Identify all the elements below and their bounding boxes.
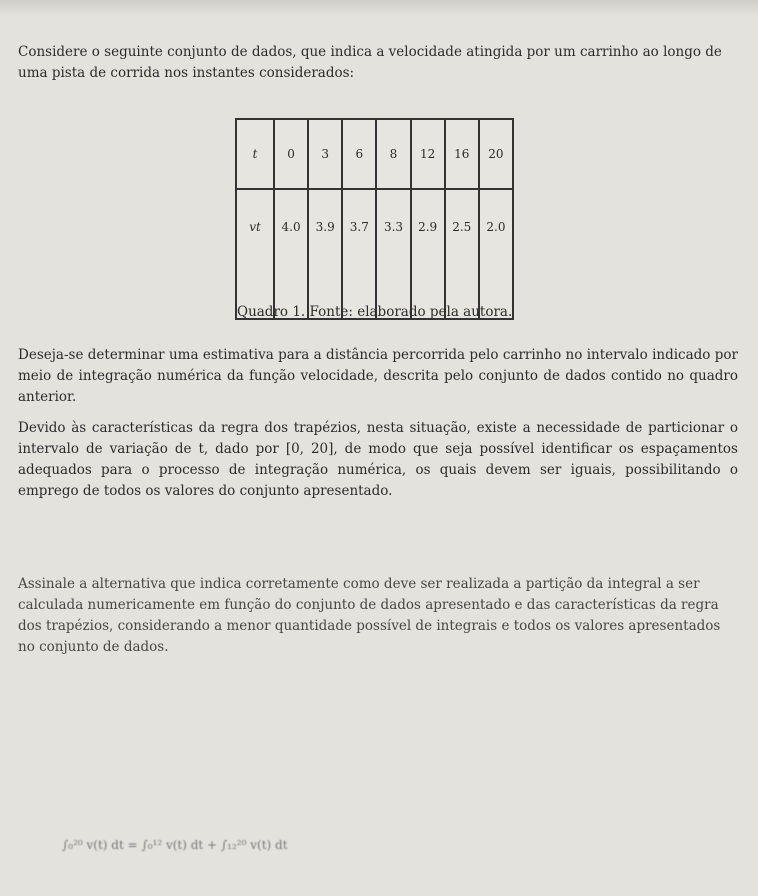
v-cell: 3.9	[308, 189, 342, 319]
trapezoid-paragraph: Devido às características da regra dos trapézios, nesta situação, existe a necessidade de particionar o intervalo de variação de t, dado por [0, 20], de modo que seja possível identificar os espaçamentos adequados para o processo de integração numérica, os quais devem ser iguais, possibilitando o emprego de todos os valores do conjunto apresentado.	[18, 420, 738, 499]
t-cell: 20	[479, 119, 513, 189]
v-cell: 2.9	[411, 189, 445, 319]
problem-paragraph: Deseja-se determinar uma estimativa para a distância percorrida pelo carrinho no intervalo indicado por meio de integração numérica da função velocidade, descrita pelo conjunto de dados contido no quadro anterior.	[18, 347, 738, 405]
row-label-vt: vt	[236, 189, 274, 319]
v-cell: 2.5	[445, 189, 479, 319]
row-label-t: t	[236, 119, 274, 189]
t-cell: 3	[308, 119, 342, 189]
table-row-velocity	[236, 189, 513, 319]
t-cell: 0	[274, 119, 308, 189]
question-paragraph: Assinale a alternativa que indica corretamente como deve ser realizada a partição da integral a ser calculada numericamente em função do conjunto de dados apresentado e das características da regra dos trapézios, considerando a menor quantidade possível de integrais e todos os valores apresentados no conjunto de dados.	[18, 576, 721, 655]
table-caption: Quadro 1. Fonte: elaborado pela autora.	[237, 304, 513, 320]
top-edge-band	[0, 0, 758, 16]
v-cell: 3.3	[376, 189, 410, 319]
intro-paragraph: Considere o seguinte conjunto de dados, que indica a velocidade atingida por um carrinho ao longo de uma pista de corrida nos instantes considerados:	[18, 44, 722, 81]
t-cell: 12	[411, 119, 445, 189]
data-table	[235, 118, 514, 320]
v-cell: 2.0	[479, 189, 513, 319]
table-row-time	[236, 119, 513, 189]
integral-formula: ∫₀²⁰ v(t) dt = ∫₀¹² v(t) dt + ∫₁₂²⁰ v(t) dt	[62, 838, 288, 852]
v-cell: 4.0	[274, 189, 308, 319]
t-cell: 8	[376, 119, 410, 189]
t-cell: 16	[445, 119, 479, 189]
t-cell: 6	[342, 119, 376, 189]
v-cell: 3.7	[342, 189, 376, 319]
